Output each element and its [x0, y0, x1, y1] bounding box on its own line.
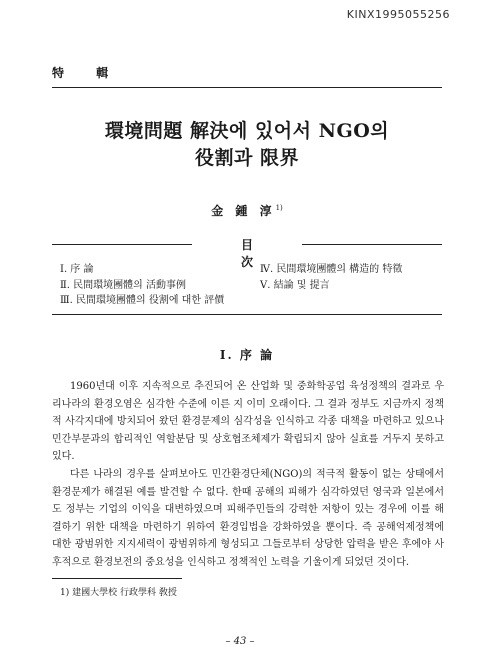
toc-top-rule-left — [52, 244, 192, 245]
author-name — [52, 202, 442, 219]
toc-item: Ⅲ. 民間環境團體의 役割에 대한 評價 — [60, 295, 225, 306]
toc-item: Ⅴ. 結論 및 提言 — [260, 279, 330, 291]
page-number: – 43 – — [225, 636, 255, 647]
footnote: 1) 建國大學校 行政學科 敎授 — [60, 588, 177, 598]
toc-item: Ⅱ. 民間環境團體의 活動事例 — [60, 279, 186, 291]
paragraph: 1960년대 이후 지속적으로 추진되어 온 산업화 및 중화학공업 육성정책의 결과로 우리나라의 환경오염은 심각한 수준에 이른 지 이미 오래이다. 그 결과 정부도 지금까지 정책적 사각지대에 방치되어 왔던 환경문제의 심각성을 인식하고 각종 대책을 마련하고 있으나 민간부문과의 합리적인 역할분담 및 상호협조체제가 확립되지 않아 실효를 거두지 못하고 있다. — [52, 381, 444, 463]
toc-right-column — [260, 262, 440, 293]
section-heading: Ⅰ. 序 論 — [219, 348, 275, 362]
toc-top-rule-right — [302, 244, 442, 245]
paragraph: 다른 나라의 경우를 살펴보아도 민간환경단체(NGO)의 적극적 활동이 없는 상태에서 환경문제가 해결된 예를 발견할 수 없다. 한때 공해의 피해가 심각하였던 영국과 일본에서도 정부는 기업의 이익을 대변하였으며 피해주민들의 강력한 저항이 있는 경우에 이를 해결하기 위한 대책을 마련하기 위하여 환경입법을 강화하였을 뿐이다. 즉 공해억제정책에 대한 광범위한 지지세력이 광범위하게 형성되고 그들로부터 상당한 압력을 받은 후에야 사후적으로 환경보전의 중요성을 인식하고 정책적인 노력을 기울이게 되었던 것이다. — [52, 468, 444, 568]
toc-item: Ⅰ. 序 論 — [60, 264, 94, 275]
document-id: KINX1995055256 — [346, 8, 450, 21]
title-line-1: 環境問題 解決에 있어서 NGO의 — [104, 120, 390, 142]
author-text: 金 鍾 淳 — [211, 204, 276, 218]
toc-bottom-rule — [52, 314, 442, 315]
toc-item: Ⅳ. 民間環境團體의 構造的 特徵 — [260, 264, 403, 275]
header-rule — [52, 87, 442, 88]
footnote-rule — [52, 578, 182, 579]
article-title — [52, 118, 442, 172]
author-note-mark: 1) — [275, 204, 283, 212]
body-text — [52, 378, 444, 572]
title-line-2: 役割과 限界 — [195, 147, 299, 169]
section-tag: 特 輯 — [52, 66, 123, 80]
toc-heading: 目 次 — [240, 238, 281, 269]
toc-left-column — [60, 262, 250, 309]
